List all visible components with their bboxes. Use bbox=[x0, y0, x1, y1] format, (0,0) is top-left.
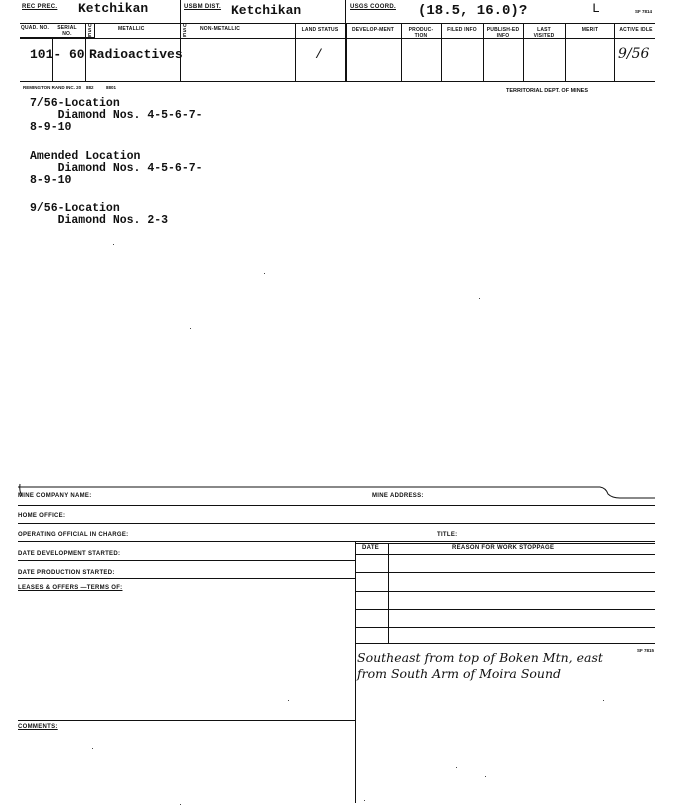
usbm-dist-value: Ketchikan bbox=[231, 3, 302, 18]
col-filed-info: FILED INFO bbox=[447, 27, 477, 33]
date-development-label: DATE DEVELOPMENT STARTED: bbox=[18, 551, 121, 557]
metallic-value: Radioactives bbox=[89, 47, 183, 62]
entry-3-line-1: 9/56-Location bbox=[30, 202, 120, 215]
form-code: SF 7815 bbox=[637, 648, 655, 653]
col-development: DEVELOP-MENT bbox=[351, 27, 395, 33]
comments-label: COMMENTS: bbox=[18, 724, 58, 730]
corner-mark: L bbox=[592, 1, 600, 16]
col-use-2: U S E bbox=[183, 23, 187, 39]
agency-name: TERRITORIAL DEPT. OF MINES bbox=[506, 88, 588, 94]
rec-prec-label: REC PREC. bbox=[22, 4, 58, 10]
col-serial-no: SERIAL NO. bbox=[57, 25, 77, 37]
col-quad-no: QUAD. NO. bbox=[20, 25, 50, 31]
home-office-label: HOME OFFICE: bbox=[18, 513, 66, 519]
col-last-visited: LAST VISITED bbox=[533, 27, 555, 39]
entry-3-line-2: Diamond Nos. 2-3 bbox=[30, 214, 169, 227]
mine-company-name-label: MINE COMPANY NAME: bbox=[18, 493, 92, 499]
printer-code-2: 8801 bbox=[106, 85, 117, 90]
col-merit: MERIT bbox=[581, 27, 599, 33]
entry-1-line-1: 7/56-Location bbox=[30, 97, 120, 110]
col-active-idle: ACTIVE IDLE bbox=[619, 27, 653, 33]
leases-offers-label: LEASES & OFFERS —TERMS OF: bbox=[18, 585, 123, 591]
rec-prec-value: Ketchikan bbox=[78, 1, 149, 16]
land-status-value: / bbox=[315, 47, 323, 62]
fold-line bbox=[0, 478, 678, 502]
usbm-dist-label: USBM DIST. bbox=[184, 4, 222, 10]
reason-column-header: REASON FOR WORK STOPPAGE bbox=[452, 545, 555, 551]
col-use: U S E bbox=[88, 23, 92, 39]
date-production-label: DATE PRODUCTION STARTED: bbox=[18, 570, 115, 576]
mine-address-label: MINE ADDRESS: bbox=[372, 493, 424, 499]
col-non-metallic: NON-METALLIC bbox=[200, 26, 241, 32]
entry-2-line-3: 8-9-10 bbox=[30, 174, 72, 187]
entry-1-line-3: 8-9-10 bbox=[30, 121, 72, 134]
operating-official-label: OPERATING OFFICIAL IN CHARGE: bbox=[18, 532, 129, 538]
entry-2-line-2: Diamond Nos. 4-5-6-7- bbox=[30, 162, 203, 175]
printer-credit: REMINGTON RAND INC. 20 bbox=[23, 85, 82, 90]
col-land-status: LAND STATUS bbox=[301, 27, 339, 33]
handwritten-line-1: Southeast from top of Boken Mtn, east bbox=[357, 650, 603, 665]
quad-serial-value: 101- 60 bbox=[30, 47, 85, 62]
usgs-coord-label: USGS COORD. bbox=[350, 4, 396, 10]
corner-code: SF 7814 bbox=[635, 9, 653, 14]
usgs-coord-value: (18.5, 16.0)? bbox=[418, 3, 528, 19]
active-idle-value: 9/56 bbox=[618, 46, 650, 62]
printer-code-1: 882 bbox=[86, 85, 94, 90]
handwritten-line-2: from South Arm of Moira Sound bbox=[357, 666, 562, 681]
date-column-header: DATE bbox=[362, 545, 380, 551]
col-production: PRODUC-TION bbox=[408, 27, 434, 39]
entry-2-line-1: Amended Location bbox=[30, 150, 141, 163]
title-label: TITLE: bbox=[437, 532, 458, 538]
col-metallic: METALLIC bbox=[118, 26, 145, 32]
entry-1-line-2: Diamond Nos. 4-5-6-7- bbox=[30, 109, 203, 122]
col-published-info: PUBLISH-ED INFO bbox=[486, 27, 520, 39]
